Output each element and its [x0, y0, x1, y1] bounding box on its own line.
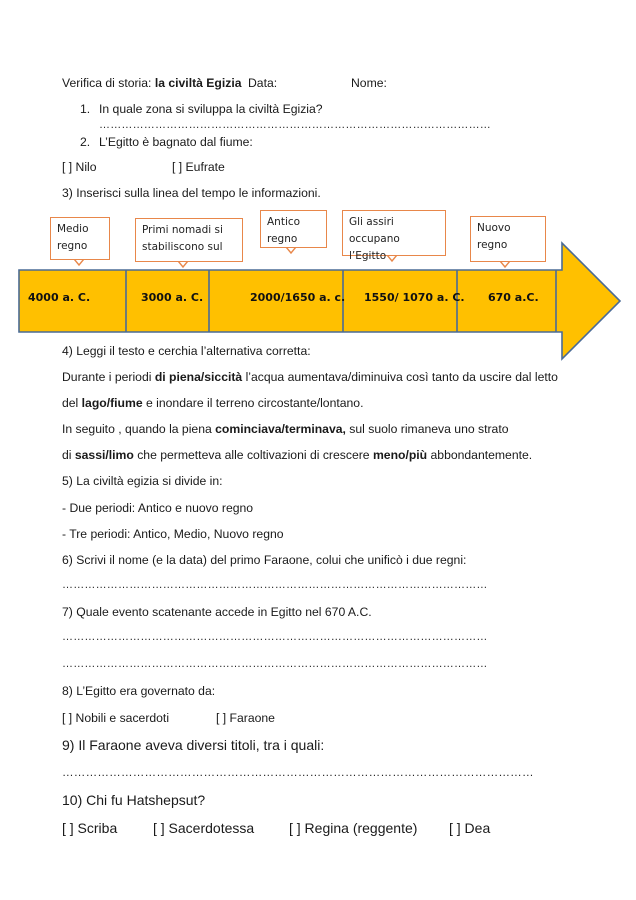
q4-title: 4) Leggi il testo e cerchia l’alternativa corretta:: [62, 344, 311, 358]
timeline-date: 4000 a. C.: [28, 291, 91, 304]
q4-line-1: [62, 370, 558, 384]
q3-text: 3) Inserisci sulla linea del tempo le informazioni.: [62, 186, 321, 200]
q7-answer-line[interactable]: ……………………………………………………………………………………………………: [62, 658, 488, 670]
q4-text: del: [62, 396, 82, 410]
q2-number: 2.: [80, 135, 91, 149]
q1-number: 1.: [80, 102, 91, 116]
timeline-callout[interactable]: Antico regno: [260, 210, 327, 248]
header-topic: la civiltà Egizia: [154, 76, 242, 90]
header-prefix: Verifica di storia:: [62, 76, 155, 90]
q2-option-eufrate[interactable]: [ ] Eufrate: [172, 160, 225, 174]
q4-text: In seguito , quando la piena: [62, 422, 216, 436]
q4-text: l’acqua aumentava/diminuiva così tanto da uscire dal letto: [242, 370, 558, 384]
timeline-callout[interactable]: Nuovo regno: [470, 216, 546, 262]
q6-answer-line[interactable]: ……………………………………………………………………………………………………: [62, 579, 488, 591]
q4-choice[interactable]: meno/più: [372, 448, 428, 462]
q1-text: In quale zona si sviluppa la civiltà Egizia?: [99, 102, 323, 116]
q4-text: che permetteva alle coltivazioni di crescere: [133, 448, 373, 462]
q8-option-faraone[interactable]: [ ] Faraone: [216, 711, 275, 725]
q10-option-sacerdotessa[interactable]: [ ] Sacerdotessa: [153, 820, 255, 836]
timeline-date: 3000 a. C.: [141, 291, 204, 304]
timeline-callout[interactable]: Medio regno: [50, 217, 110, 260]
q10-option-scriba[interactable]: [ ] Scriba: [62, 820, 118, 836]
q4-text: di: [62, 448, 75, 462]
q10-title: 10) Chi fu Hatshepsut?: [62, 792, 206, 808]
q4-text: e inondare il terreno circostante/lontano.: [142, 396, 364, 410]
q9-answer-line[interactable]: …………………………………………………………………………………………………………: [62, 766, 534, 779]
q1-answer-line[interactable]: ……………………………………………………………………………………………: [99, 119, 491, 131]
q2-text: L’Egitto è bagnato dal fiume:: [99, 135, 253, 149]
worksheet-header: [62, 76, 242, 90]
q9-title: 9) Il Faraone aveva diversi titoli, tra i quali:: [62, 737, 325, 753]
q4-line-3: [62, 422, 509, 436]
timeline-date: 1550/ 1070 a. C.: [364, 291, 465, 304]
q4-choice[interactable]: di piena/siccità: [154, 370, 243, 384]
q4-text: Durante i periodi: [62, 370, 155, 384]
q7-title: 7) Quale evento scatenante accede in Egitto nel 670 A.C.: [62, 605, 372, 619]
q4-line-4: [62, 448, 532, 462]
q5-option-1[interactable]: - Due periodi: Antico e nuovo regno: [62, 501, 254, 515]
name-label: Nome:: [351, 76, 387, 90]
q6-title: 6) Scrivi il nome (e la data) del primo Faraone, colui che unificò i due regni:: [62, 553, 467, 567]
timeline-date: 670 a.C.: [488, 291, 539, 304]
timeline-callout[interactable]: Primi nomadi si stabiliscono sul: [135, 218, 243, 262]
q8-option-nobili[interactable]: [ ] Nobili e sacerdoti: [62, 711, 170, 725]
q10-option-dea[interactable]: [ ] Dea: [449, 820, 491, 836]
q10-option-regina[interactable]: [ ] Regina (reggente): [289, 820, 418, 836]
q5-option-2[interactable]: - Tre periodi: Antico, Medio, Nuovo regno: [62, 527, 284, 541]
q8-title: 8) L’Egitto era governato da:: [62, 684, 216, 698]
q5-title: 5) La civiltà egizia si divide in:: [62, 474, 223, 488]
timeline-date: 2000/1650 a. c.: [250, 291, 346, 304]
date-label: Data:: [248, 76, 278, 90]
q7-answer-line[interactable]: ……………………………………………………………………………………………………: [62, 631, 488, 643]
q4-choice[interactable]: cominciava/terminava,: [215, 422, 346, 436]
q2-option-nilo[interactable]: [ ] Nilo: [62, 160, 97, 174]
q4-choice[interactable]: lago/fiume: [81, 396, 143, 410]
timeline-callout[interactable]: Gli assiri occupano l’Egitto: [342, 210, 446, 256]
q4-line-2: [62, 396, 363, 410]
q4-text: abbondantemente.: [427, 448, 533, 462]
q4-text: sul suolo rimaneva uno strato: [345, 422, 509, 436]
q4-choice[interactable]: sassi/limo: [74, 448, 134, 462]
